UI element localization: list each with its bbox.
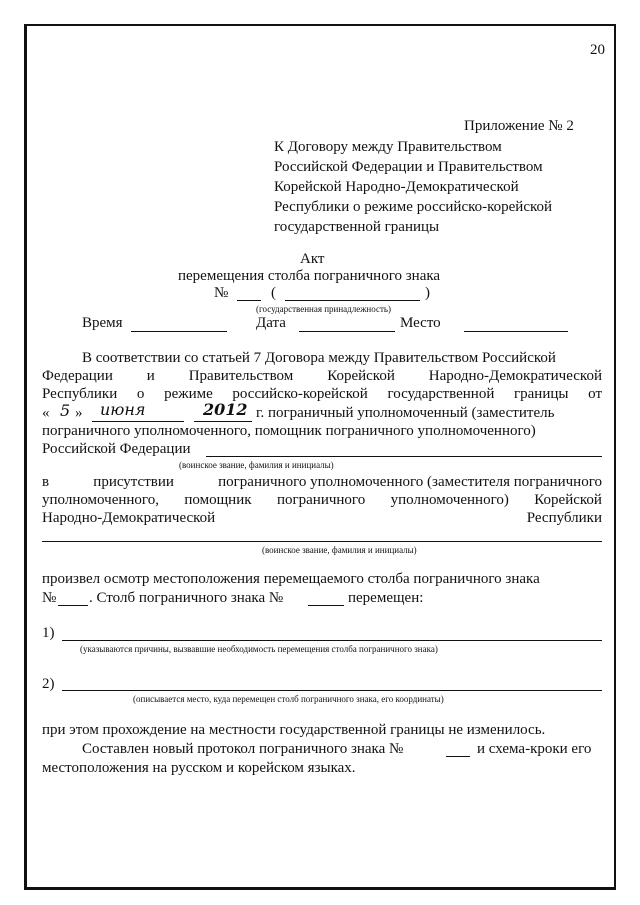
sign-number-blank bbox=[237, 300, 261, 301]
word: о bbox=[136, 386, 145, 402]
word: Республики bbox=[526, 510, 602, 526]
item-1-label: 1) bbox=[42, 625, 55, 641]
word: от bbox=[588, 386, 602, 402]
date-day: 5 bbox=[60, 401, 71, 420]
word: Народно-Демократической bbox=[428, 368, 602, 384]
para1-line2 bbox=[42, 368, 602, 385]
word: Корейской bbox=[327, 368, 395, 384]
closing-line3: местоположения на русском и корейском языках. bbox=[42, 760, 356, 776]
date-blank bbox=[299, 331, 395, 332]
word: присутствии bbox=[93, 474, 174, 490]
para2-line2 bbox=[42, 492, 602, 509]
place-note: (описывается место, куда перемещен столб пограничного знака, его координаты) bbox=[133, 694, 444, 704]
agreement-line: государственной границы bbox=[274, 219, 440, 235]
word: уполномоченного) bbox=[390, 492, 509, 508]
closing-line2: Составлен новый протокол пограничного знака № bbox=[82, 741, 404, 757]
para3-line2-end: перемещен: bbox=[348, 590, 424, 606]
time-label: Время bbox=[82, 315, 123, 331]
word: помощник bbox=[184, 492, 252, 508]
para2-line1 bbox=[42, 474, 602, 491]
number-sign: № bbox=[214, 285, 229, 301]
time-blank bbox=[131, 331, 227, 332]
word: Федерации bbox=[42, 368, 113, 384]
word: уполномоченного, bbox=[42, 492, 159, 508]
word: пограничного уполномоченного (заместителя пограничного bbox=[218, 474, 602, 490]
para3-line1: произвел осмотр местоположения перемещаемого столба пограничного знака bbox=[42, 571, 540, 587]
page-number: 20 bbox=[590, 42, 605, 58]
word: российско-корейской bbox=[232, 386, 368, 402]
item-1-blank bbox=[62, 640, 602, 641]
para1-line1: В соответствии со статьей 7 Договора между Правительством Российской bbox=[82, 350, 556, 366]
rank-blank-2 bbox=[42, 541, 602, 542]
closing-line1: при этом прохождение на местности государственной границы не изменилось. bbox=[42, 722, 546, 738]
date-close-quote: » bbox=[75, 405, 83, 421]
para1-line6: Российской Федерации bbox=[42, 441, 191, 457]
para2-line3 bbox=[42, 510, 602, 527]
para1-line4-tail: г. пограничный уполномоченный (заместитель bbox=[256, 405, 555, 421]
agreement-line: Республики о режиме российско-корейской bbox=[274, 199, 553, 215]
protocol-number-blank bbox=[446, 756, 470, 757]
mark-number-blank-1 bbox=[58, 605, 88, 606]
month-underline bbox=[92, 421, 184, 422]
date-month: июня bbox=[100, 400, 146, 419]
reasons-note: (указываются причины, вызвавшие необходимость перемещения столба пограничного знака) bbox=[80, 644, 438, 654]
item-2-blank bbox=[62, 690, 602, 691]
place-label: Место bbox=[400, 315, 441, 331]
word: государственной bbox=[387, 386, 495, 402]
agreement-line: Корейской Народно-Демократической bbox=[274, 179, 519, 195]
paren-close: ) bbox=[425, 285, 430, 301]
para1-line5: пограничного уполномоченного, помощник пограничного уполномоченного) bbox=[42, 423, 536, 439]
rank-blank-1 bbox=[206, 456, 602, 457]
word: Республики bbox=[42, 386, 118, 402]
rank-note-2: (воинское звание, фамилия и инициалы) bbox=[262, 545, 417, 555]
state-note: (государственная принадлежность) bbox=[256, 304, 392, 314]
item-2-label: 2) bbox=[42, 676, 55, 692]
state-blank bbox=[285, 300, 420, 301]
paren-open: ( bbox=[271, 285, 276, 301]
appendix-label: Приложение № 2 bbox=[464, 118, 574, 134]
closing-line2-tail: и схема-кроки его bbox=[477, 741, 592, 757]
word: в bbox=[42, 474, 50, 490]
para3-line2-middle: . Столб пограничного знака № bbox=[89, 590, 284, 606]
document-subtitle: перемещения столба пограничного знака bbox=[178, 268, 441, 284]
mark-number-blank-2 bbox=[308, 605, 344, 606]
word: режиме bbox=[164, 386, 213, 402]
para3-number-sign: № bbox=[42, 590, 57, 606]
word: пограничного bbox=[276, 492, 366, 508]
word: границы bbox=[514, 386, 569, 402]
date-label: Дата bbox=[256, 315, 286, 331]
word: Правительством bbox=[188, 368, 294, 384]
rank-note-1: (воинское звание, фамилия и инициалы) bbox=[179, 460, 334, 470]
date-year: 2012 bbox=[203, 400, 248, 419]
word: Корейской bbox=[534, 492, 602, 508]
word: Народно-Демократической bbox=[42, 510, 216, 526]
agreement-line: К Договору между Правительством bbox=[274, 139, 502, 155]
year-underline bbox=[194, 421, 252, 422]
document-title: Акт bbox=[300, 251, 325, 267]
date-open-quote: « bbox=[42, 405, 50, 421]
agreement-line: Российской Федерации и Правительством bbox=[274, 159, 543, 175]
place-blank bbox=[464, 331, 568, 332]
word: и bbox=[146, 368, 155, 384]
agreement-reference bbox=[274, 137, 552, 237]
